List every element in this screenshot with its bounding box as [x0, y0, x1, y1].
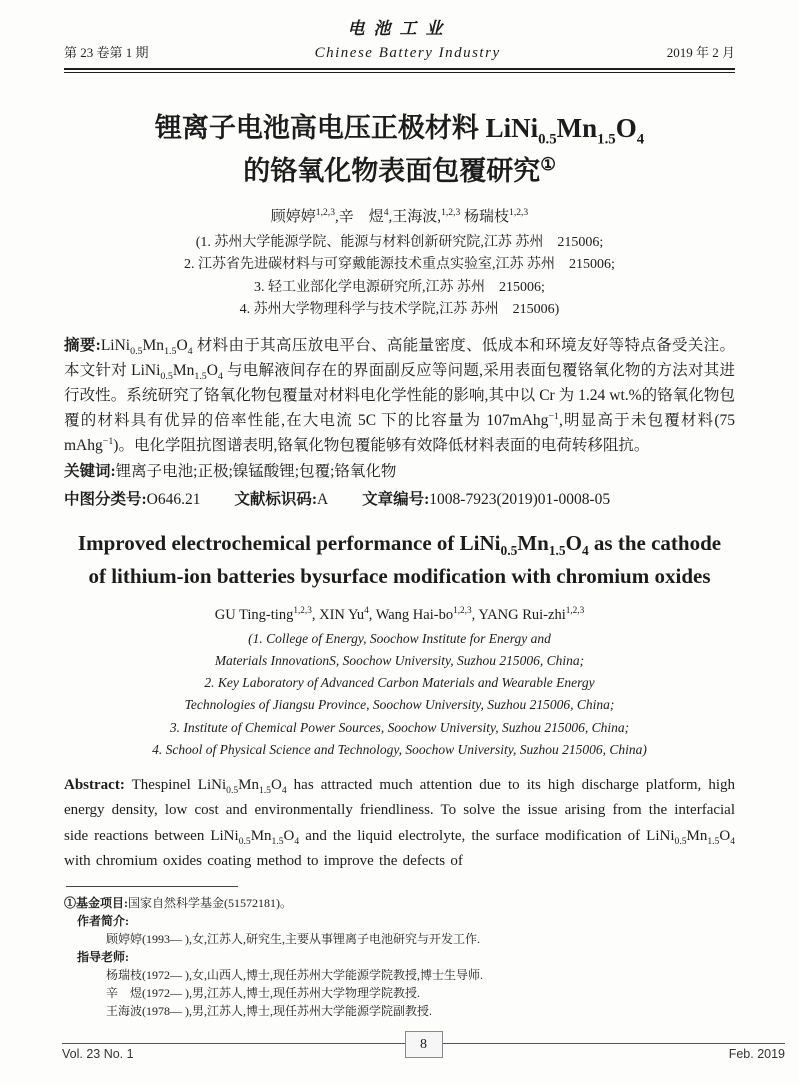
article-id-value: 1008-7923(2019)01-0008-05: [429, 491, 611, 509]
doc-code-pair: [234, 491, 328, 508]
issue-date-cn: 2019 年 2 月: [666, 45, 735, 60]
page-header: [64, 14, 735, 73]
abstract-en-text: Thespinel $LiNi_{0.5}Mn_{1.5}O_4$ has attracted much attention due to its high discharge platform, high energy density, low cost and environmentally friendliness. To solve the issue arising from the interfacial side reactions between $LiNi_{0.5}Mn_{1.5}O_4$ and the liquid electrolyte, the surface modification of $LiNi_{0.5}Mn_{1.5}O_4$ with chromium oxides coating method to improve the defects of: [64, 776, 735, 870]
bio-line: 顾婷婷(1993— ),女,江苏人,研究生,主要从事锂离子电池研究与开发工作.: [106, 931, 480, 946]
footer-divider: [62, 1036, 785, 1052]
issue-number: 第 23 卷第 1 期: [64, 45, 149, 60]
affiliation-en-4: Technologies of Jiangsu Province, Soochow University, Suzhou 215006, China;: [184, 697, 615, 713]
footer-date: Feb. 2019: [728, 1047, 785, 1061]
abstract-en: [64, 773, 735, 875]
affiliation-en-2: Materials InnovationS, Soochow University, Suzhou 215006, China;: [214, 653, 585, 669]
affiliation-cn-3: 3. 轻工业部化学电源研究所,江苏 苏州 215006;: [254, 279, 545, 295]
doc-code-label: 文献标识码:: [234, 491, 318, 509]
authors-cn: 顾婷婷$^{1,2,3}$,辛 煜$^4$,王海波,$^{1,2,3}$ 杨瑞枝$^{1,2,3}$: [270, 207, 529, 226]
article-title-en: [64, 527, 735, 592]
footnote-divider: [66, 886, 238, 887]
article-title-en-line1: Improved electrochemical performance of $LiNi_{0.5}Mn_{1.5}O_4$ as the cathode: [77, 530, 722, 559]
article-title-cn-line1: 锂离子电池高电压正极材料 $LiNi_{0.5}Mn_{1.5}O_4$: [154, 113, 645, 148]
header-divider: [64, 68, 735, 73]
affiliation-cn-1: (1. 苏州大学能源学院、能源与材料创新研究院,江苏 苏州 215006;: [195, 235, 604, 251]
affiliation-cn-4: 4. 苏州大学物理科学与技术学院,江苏 苏州 215006): [239, 301, 560, 317]
clc-pair: [64, 491, 201, 508]
affiliation-en-6: 4. School of Physical Science and Technology, Soochow University, Suzhou 215006, China): [152, 741, 647, 757]
abstract-cn-label: 摘要:: [64, 336, 101, 354]
page-footer: [62, 1036, 785, 1061]
affiliation-cn-2: 2. 江苏省先进碳材料与可穿戴能源技术重点实验室,江苏 苏州 215006;: [184, 257, 615, 273]
clc-label: 中图分类号:: [64, 491, 147, 509]
affiliation-en-3: 2. Key Laboratory of Advanced Carbon Materials and Wearable Energy: [204, 675, 595, 691]
affiliations-en: [64, 628, 735, 761]
keywords-label: 关键词:: [64, 463, 116, 481]
authors-en: GU Ting-ting$^{1,2,3}$, XIN Yu$^4$, Wang Hai-bo$^{1,2,3}$, YANG Rui-zhi$^{1,2,3}$: [214, 606, 585, 624]
journal-title-cn: 电池工业: [347, 19, 452, 38]
advisor-line-1: 杨瑞枝(1972— ),女,山西人,博士,现任苏州大学能源学院教授,博士生导师.: [106, 967, 483, 982]
article-title-cn-line2: 的铬氧化物表面包覆研究①: [243, 155, 556, 187]
affiliation-en-1: (1. College of Energy, Soochow Institute for Energy and: [248, 631, 551, 647]
journal-title-en: Chinese Battery Industry: [314, 45, 501, 61]
fund-line: [64, 894, 735, 912]
affiliation-en-5: 3. Institute of Chemical Power Sources, Soochow University, Suzhou 215006, China;: [169, 719, 630, 735]
keywords-cn: [64, 460, 735, 485]
abstract-en-label: Abstract:: [64, 776, 125, 793]
abstract-cn-text: $LiNi_{0.5}Mn_{1.5}O_4$ 材料由于其高压放电平台、高能量密度、低成本和环境友好等特点备受关注。本文针对 $LiNi_{0.5}Mn_{1.5}O_4$ 与电解液间存在的界面副反应等问题,采用表面包覆铬氧化物的方法对其进行改性。系统研究了铬氧化物包覆量对材料电化学性能的影响,其中以 Cr 为 1.24 wt.%的铬氧化物包覆的材料具有优异的倍率性能,在大电流 5C 下的比容量为 107mAhg$^{-1}$,明显高于未包覆材料(75 mAhg$^{-1}$)。电化学阻抗图谱表明,铬氧化物包覆能够有效降低材料表面的电荷转移阻抗。: [64, 336, 735, 455]
doc-code-value: A: [317, 491, 329, 509]
fund-text: 国家自然科学基金(51572181)。: [128, 895, 292, 910]
advisor-line-3: 王海波(1978— ),男,江苏人,博士,现任苏州大学能源学院副教授.: [106, 1003, 432, 1018]
advisor-label: 指导老师:: [77, 949, 129, 964]
footer-volume: Vol. 23 No. 1: [62, 1047, 134, 1061]
page-number: 8: [420, 1036, 427, 1052]
article-title-cn: [64, 107, 735, 193]
footnote-block: [64, 886, 735, 1020]
header-meta-row: [64, 42, 735, 62]
article-id-pair: [362, 491, 610, 508]
abstract-cn: [64, 333, 735, 459]
page-number-box: [405, 1031, 443, 1058]
article-title-en-line2: of lithium-ion batteries bysurface modification with chromium oxides: [88, 563, 711, 588]
advisor-line-2: 辛 煜(1972— ),男,江苏人,博士,现任苏州大学物理学院教授.: [106, 985, 420, 1000]
article-id-label: 文章编号:: [362, 491, 430, 509]
article-body: [64, 107, 735, 875]
classification-line: [64, 488, 735, 513]
affiliations-cn: [64, 232, 735, 320]
keywords-text: 锂离子电池;正极;镍锰酸锂;包覆;铬氧化物: [115, 463, 397, 481]
bio-label: 作者简介:: [77, 913, 129, 928]
fund-label: ①基金项目:: [64, 895, 128, 910]
clc-value: O646.21: [146, 491, 201, 509]
